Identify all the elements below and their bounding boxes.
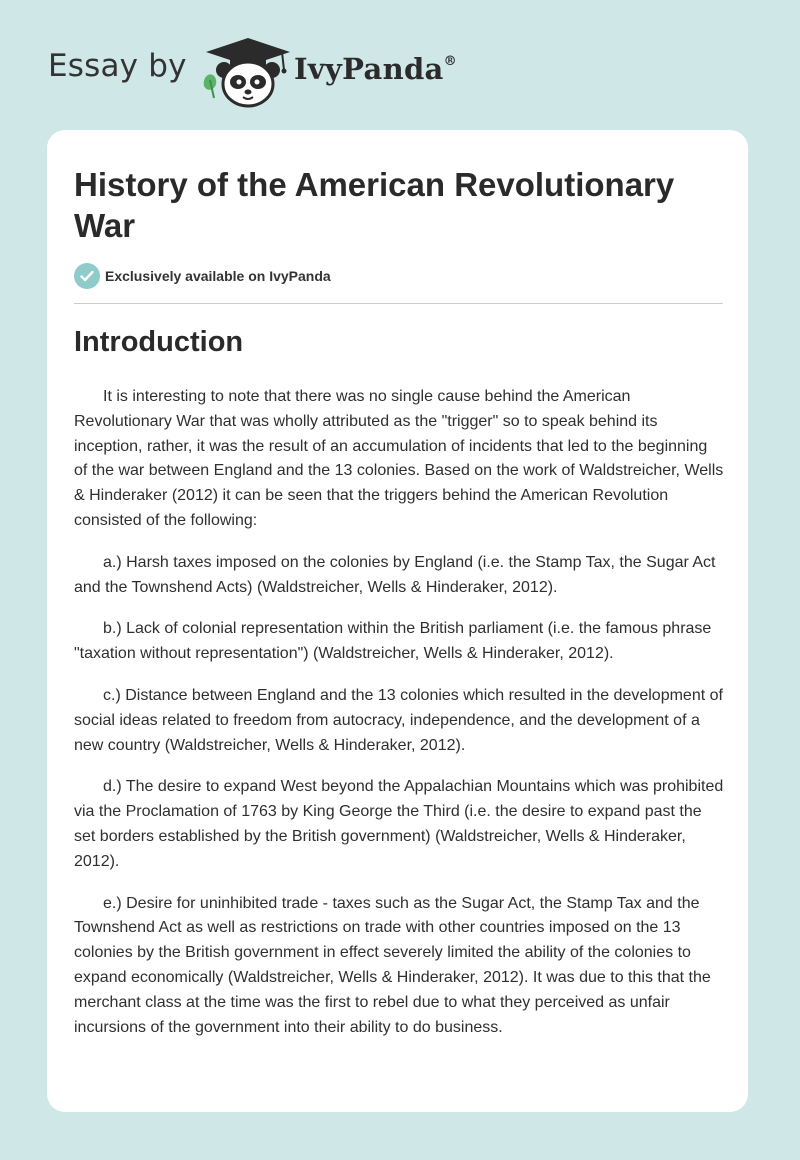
- exclusive-badge-label: Exclusively available on IvyPanda: [105, 268, 331, 284]
- paragraph-item-d: d.) The desire to expand West beyond the Appalachian Mountains which was prohibited via the Proclamation of 1763 by King George the Third (i.e. the desire to expand past the set borders established by the British government) (Waldstreicher, Wells & Hinderaker, 2012).: [74, 778, 724, 870]
- paragraph-item-c: c.) Distance between England and the 13 colonies which resulted in the development of social ideas related to freedom from autocracy, independence, and the development of a new country (Waldstreicher, Wells & Hinderaker, 2012).: [74, 686, 723, 754]
- divider: [74, 303, 723, 304]
- registered-mark: ®: [443, 54, 457, 69]
- panda-graduate-logo-icon[interactable]: [200, 36, 290, 108]
- paragraph-item-e: e.) Desire for uninhibited trade - taxes such as the Sugar Act, the Stamp Tax and the Townshend Act as well as restrictions on trade with other countries imposed on the 13 colonies by the British government in effect severely limited the ability of the colonies to expand economically (Waldstreicher, Wells & Hinderaker, 2012). It was due to this that the merchant class at the time was the first to rebel due to what they perceived as unfair incursions of the government into their ability to do business.: [74, 894, 711, 1036]
- essay-card: [47, 130, 748, 1112]
- section-heading: Introduction: [74, 326, 244, 358]
- essay-by-label: Essay by: [48, 48, 187, 84]
- exclusive-badge: [74, 263, 331, 289]
- brand-name[interactable]: [294, 52, 457, 86]
- site-header: [48, 30, 748, 110]
- page-title: History of the American Revolutionary War: [74, 166, 675, 244]
- paragraph-item-b: b.) Lack of colonial representation within the British parliament (i.e. the famous phrase "taxation without representation") (Waldstreicher, Wells & Hinderaker, 2012).: [74, 620, 712, 663]
- checkmark-icon: [74, 263, 100, 289]
- paragraph-item-a: a.) Harsh taxes imposed on the colonies by England (i.e. the Stamp Tax, the Sugar Act and the Townshend Acts) (Waldstreicher, Wells & Hinderaker, 2012).: [74, 553, 716, 596]
- essay-body: [74, 385, 725, 1057]
- brand-name-text: IvyPanda: [294, 52, 444, 86]
- paragraph-intro: It is interesting to note that there was no single cause behind the American Revolutionary War that was wholly attributed as the "trigger" so to speak behind its inception, rather, it was the result of an accumulation of incidents that led to the beginning of the war between England and the 13 colonies. Based on the work of Waldstreicher, Wells & Hinderaker (2012) it can be seen that the triggers behind the American Revolution consisted of the following:: [74, 388, 724, 529]
